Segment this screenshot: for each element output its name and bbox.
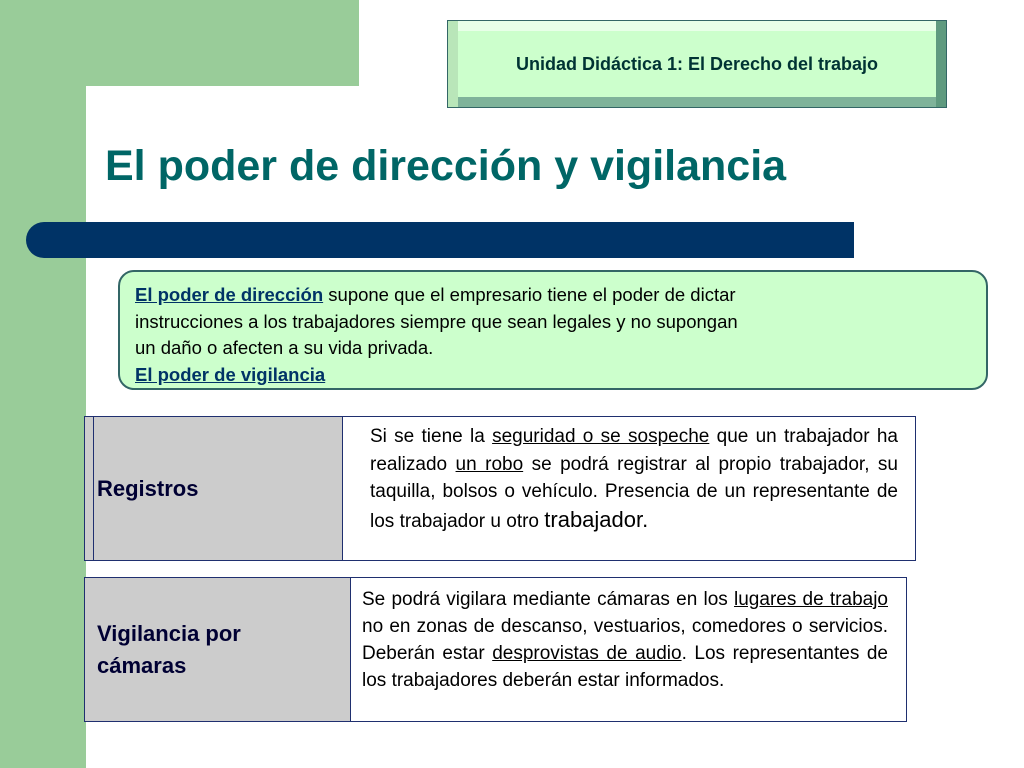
underlined-phrase: un robo	[455, 453, 524, 475]
table-row-camaras	[84, 577, 907, 722]
definition-box	[118, 270, 988, 390]
row-label: Registros	[97, 475, 199, 501]
direccion-text-2: instrucciones a los trabajadores siempre que sean legales y no supongan	[135, 310, 738, 332]
underlined-phrase: lugares de trabajo	[734, 589, 888, 610]
underlined-phrase: seguridad o se sospeche	[492, 426, 710, 447]
header-bevel-bottom	[448, 97, 946, 107]
header-bevel-right	[936, 21, 946, 107]
row-text: trabajador.	[544, 506, 649, 532]
unit-header-box	[447, 20, 947, 108]
row-description	[370, 423, 898, 535]
unit-title: Unidad Didáctica 1: El Derecho del trabajo	[515, 53, 879, 74]
direccion-text-3: un daño o afecten a su vida privada.	[135, 337, 434, 358]
header-bevel-top	[448, 21, 946, 31]
row-text: Si se tiene la	[370, 426, 493, 447]
row-text: se podrá registrar al propio trabajador, su taquilla, bolsos o vehículo. Presencia de un representante de los trabajador u otro	[370, 453, 898, 532]
decorative-green-column	[0, 0, 86, 768]
table-row-registros	[84, 416, 916, 561]
vigilancia-heading	[135, 362, 972, 389]
underlined-phrase: desprovistas de audio	[492, 643, 682, 664]
vigilancia-term: El poder de vigilancia	[135, 363, 326, 385]
row-label: Vigilancia por cámaras	[97, 620, 241, 678]
header-bevel-left	[448, 21, 458, 107]
direccion-text-1: supone que el empresario tiene el poder de dictar	[323, 284, 736, 305]
row-label-cell	[85, 417, 343, 560]
header-face	[458, 31, 936, 97]
decorative-green-top-band	[86, 0, 359, 86]
row-divider-line	[93, 417, 94, 560]
row-text: que un trabajador ha realizado	[370, 426, 898, 475]
page-title: El poder de dirección y vigilancia	[105, 142, 787, 190]
row-label-cell	[85, 578, 351, 721]
row-text: no en zonas de descanso, vestuarios, comedores o servicios. Deberán estar	[362, 616, 888, 664]
direccion-term: El poder de dirección	[135, 284, 324, 305]
row-text: Se podrá vigilara mediante cámaras en los	[362, 589, 735, 610]
row-text: . Los representantes de los trabajadores deberán estar informados.	[362, 643, 888, 691]
direccion-definition	[135, 282, 972, 362]
title-underline-bar	[26, 222, 854, 258]
row-description	[362, 586, 888, 694]
